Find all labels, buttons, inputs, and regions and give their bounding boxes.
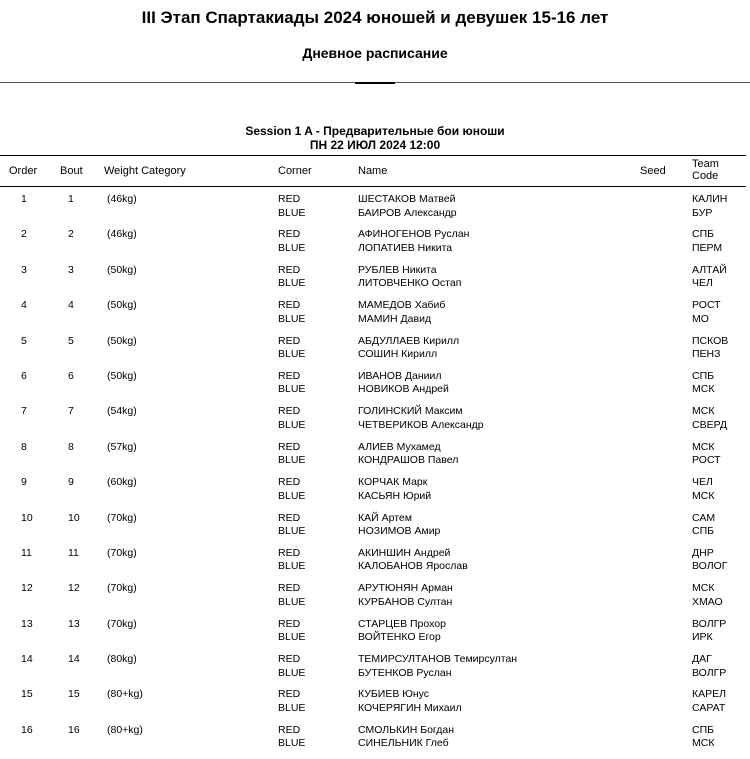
bout-order: 15 [21, 688, 33, 701]
athlete-name-red: АКИНШИН Андрей [358, 546, 451, 559]
corner-red: RED [278, 723, 301, 736]
column-header-team-code [692, 158, 719, 182]
athlete-name-blue: ВОЙТЕНКО Егор [358, 631, 441, 644]
table-header [0, 155, 746, 187]
corner-blue: BLUE [278, 241, 306, 254]
corner-blue: BLUE [278, 737, 306, 750]
column-header-code: Code [692, 170, 719, 182]
corner-blue: BLUE [278, 206, 306, 219]
session-heading [0, 124, 750, 152]
bout-number: 16 [68, 723, 80, 736]
table-row [0, 405, 750, 440]
bout-order: 8 [21, 440, 27, 453]
team-code-blue: МСК [692, 737, 715, 750]
table-row [0, 547, 750, 582]
weight-category: (60kg) [107, 476, 137, 489]
column-header-corner: Corner [278, 165, 312, 177]
athlete-name-blue: БАИРОВ Александр [358, 206, 457, 219]
corner-blue: BLUE [278, 277, 306, 290]
corner-red: RED [278, 476, 301, 489]
bout-number: 15 [68, 688, 80, 701]
team-code-blue: ПЕНЗ [692, 348, 721, 361]
team-code-red: ДНР [692, 546, 714, 559]
athlete-name-red: МАМЕДОВ Хабиб [358, 299, 446, 312]
athlete-name-red: РУБЛЕВ Никита [358, 263, 437, 276]
table-row [0, 264, 750, 299]
team-code-red: ЧЕЛ [692, 476, 713, 489]
column-header-team: Team [692, 158, 719, 170]
team-code-red: МСК [692, 405, 715, 418]
team-code-red: АЛТАЙ [692, 263, 727, 276]
team-code-red: ВОЛГР [692, 617, 727, 630]
athlete-name-blue: ЛОПАТИЕВ Никита [358, 241, 453, 254]
team-code-blue: ВОЛОГ [692, 560, 728, 573]
weight-category: (50kg) [107, 299, 137, 312]
bout-number: 10 [68, 511, 80, 524]
bout-order: 14 [21, 653, 33, 666]
athlete-name-red: ИВАНОВ Даниил [358, 369, 442, 382]
weight-category: (46kg) [107, 228, 137, 241]
team-code-blue: МО [692, 312, 709, 325]
team-code-blue: БУР [692, 206, 713, 219]
corner-blue: BLUE [278, 595, 306, 608]
document-title: III Этап Спартакиады 2024 юношей и девушек 15-16 лет [141, 8, 609, 27]
corner-red: RED [278, 405, 301, 418]
corner-red: RED [278, 299, 301, 312]
table-row [0, 653, 750, 688]
team-code-red: ПСКОВ [692, 334, 729, 347]
corner-blue: BLUE [278, 666, 306, 679]
athlete-name-blue: КОНДРАШОВ Павел [358, 454, 459, 467]
bout-order: 16 [21, 723, 33, 736]
table-row [0, 228, 750, 263]
bout-order: 7 [21, 405, 27, 418]
weight-category: (80+kg) [107, 688, 143, 701]
weight-category: (50kg) [107, 334, 137, 347]
team-code-blue: ВОЛГР [692, 666, 727, 679]
bout-order: 9 [21, 476, 27, 489]
bout-number: 5 [68, 334, 74, 347]
athlete-name-red: АРУТЮНЯН Арман [358, 582, 453, 595]
athlete-name-red: СТАРЦЕВ Прохор [358, 617, 446, 630]
bout-order: 13 [21, 617, 33, 630]
bout-table-body [0, 193, 750, 759]
team-code-blue: РОСТ [692, 454, 721, 467]
athlete-name-blue: ЛИТОВЧЕНКО Остап [358, 277, 462, 290]
athlete-name-blue: МАМИН Давид [358, 312, 432, 325]
athlete-name-red: ТЕМИРСУЛТАНОВ Темирсултан [358, 653, 518, 666]
weight-category: (70kg) [107, 617, 137, 630]
team-code-blue: ПЕРМ [692, 241, 723, 254]
bout-number: 2 [68, 228, 74, 241]
bout-order: 4 [21, 299, 27, 312]
team-code-red: СПБ [692, 369, 715, 382]
corner-blue: BLUE [278, 418, 306, 431]
corner-red: RED [278, 193, 301, 205]
corner-red: RED [278, 546, 301, 559]
corner-red: RED [278, 334, 301, 347]
corner-blue: BLUE [278, 312, 306, 325]
team-code-blue: ЧЕЛ [692, 277, 713, 290]
corner-blue: BLUE [278, 701, 306, 714]
corner-red: RED [278, 653, 301, 666]
bout-number: 3 [68, 263, 74, 276]
athlete-name-red: АЛИЕВ Мухамед [358, 440, 441, 453]
column-header-weight: Weight Category [104, 165, 186, 177]
bout-number: 13 [68, 617, 80, 630]
bout-number: 8 [68, 440, 74, 453]
athlete-name-blue: КУРБАНОВ Султан [358, 595, 453, 608]
column-header-seed: Seed [640, 165, 666, 177]
athlete-name-red: ГОЛИНСКИЙ Максим [358, 405, 463, 418]
corner-red: RED [278, 511, 301, 524]
athlete-name-red: АБДУЛЛАЕВ Кирилл [358, 334, 460, 347]
table-row [0, 370, 750, 405]
team-code-blue: МСК [692, 383, 715, 396]
corner-blue: BLUE [278, 631, 306, 644]
weight-category: (70kg) [107, 546, 137, 559]
table-row [0, 335, 750, 370]
table-row [0, 193, 750, 228]
team-code-red: СПБ [692, 228, 715, 241]
athlete-name-red: ШЕСТАКОВ Матвей [358, 193, 456, 205]
weight-category: (70kg) [107, 511, 137, 524]
athlete-name-blue: СИНЕЛЬНИК Глеб [358, 737, 449, 750]
column-header-bout: Bout [60, 165, 83, 177]
team-code-red: МСК [692, 440, 715, 453]
weight-category: (80+kg) [107, 723, 143, 736]
corner-red: RED [278, 263, 301, 276]
weight-category: (50kg) [107, 369, 137, 382]
table-row [0, 441, 750, 476]
bout-number: 7 [68, 405, 74, 418]
table-row [0, 476, 750, 511]
team-code-blue: САРАТ [692, 701, 726, 714]
weight-category: (46kg) [107, 193, 137, 205]
team-code-red: КАРЕЛ [692, 688, 727, 701]
athlete-name-blue: НОВИКОВ Андрей [358, 383, 449, 396]
corner-red: RED [278, 582, 301, 595]
corner-blue: BLUE [278, 383, 306, 396]
table-row [0, 688, 750, 723]
team-code-red: РОСТ [692, 299, 721, 312]
athlete-name-blue: НОЗИМОВ Амир [358, 525, 441, 538]
corner-blue: BLUE [278, 454, 306, 467]
weight-category: (80kg) [107, 653, 137, 666]
bout-number: 11 [68, 546, 79, 559]
table-row [0, 618, 750, 653]
athlete-name-blue: КАСЬЯН Юрий [358, 489, 432, 502]
bout-order: 10 [21, 511, 33, 524]
bout-order: 12 [21, 582, 33, 595]
athlete-name-blue: КАЛОБАНОВ Ярослав [358, 560, 468, 573]
athlete-name-blue: БУТЕНКОВ Руслан [358, 666, 452, 679]
bout-order: 1 [21, 193, 27, 205]
weight-category: (57kg) [107, 440, 137, 453]
bout-number: 12 [68, 582, 80, 595]
bout-number: 9 [68, 476, 74, 489]
team-code-red: САМ [692, 511, 716, 524]
corner-red: RED [278, 688, 301, 701]
bout-order: 11 [21, 546, 32, 559]
athlete-name-red: КАЙ Артем [358, 511, 412, 524]
table-row [0, 582, 750, 617]
corner-red: RED [278, 228, 301, 241]
team-code-red: СПБ [692, 723, 715, 736]
session-datetime: ПН 22 ИЮЛ 2024 12:00 [309, 138, 441, 152]
team-code-blue: СПБ [692, 525, 715, 538]
table-row [0, 299, 750, 334]
bout-number: 6 [68, 369, 74, 382]
bout-order: 6 [21, 369, 27, 382]
team-code-blue: МСК [692, 489, 715, 502]
team-code-blue: ХМАО [692, 595, 723, 608]
weight-category: (54kg) [107, 405, 137, 418]
document-subtitle: Дневное расписание [302, 45, 448, 61]
corner-red: RED [278, 369, 301, 382]
table-row [0, 512, 750, 547]
corner-red: RED [278, 617, 301, 630]
team-code-red: КАЛИН [692, 193, 728, 205]
athlete-name-red: КОРЧАК Марк [358, 476, 428, 489]
header-divider-accent [355, 82, 395, 84]
corner-blue: BLUE [278, 489, 306, 502]
corner-red: RED [278, 440, 301, 453]
team-code-red: ДАГ [692, 653, 712, 666]
weight-category: (70kg) [107, 582, 137, 595]
team-code-red: МСК [692, 582, 715, 595]
bout-order: 5 [21, 334, 27, 347]
athlete-name-red: КУБИЕВ Юнус [358, 688, 430, 701]
athlete-name-blue: ЧЕТВЕРИКОВ Александр [358, 418, 484, 431]
column-header-order: Order [9, 165, 38, 177]
corner-blue: BLUE [278, 525, 306, 538]
team-code-blue: СВЕРД [692, 418, 728, 431]
corner-blue: BLUE [278, 560, 306, 573]
bout-number: 1 [68, 193, 74, 205]
athlete-name-red: СМОЛЬКИН Богдан [358, 723, 455, 736]
team-code-blue: ИРК [692, 631, 713, 644]
bout-number: 14 [68, 653, 80, 666]
bout-number: 4 [68, 299, 74, 312]
athlete-name-blue: СОШИН Кирилл [358, 348, 438, 361]
bout-order: 3 [21, 263, 27, 276]
corner-blue: BLUE [278, 348, 306, 361]
athlete-name-red: АФИНОГЕНОВ Руслан [358, 228, 470, 241]
bout-order: 2 [21, 228, 27, 241]
session-title: Session 1 A - Предварительные бои юноши [245, 124, 505, 138]
column-header-name: Name [358, 165, 388, 177]
table-row [0, 724, 750, 759]
weight-category: (50kg) [107, 263, 137, 276]
athlete-name-blue: КОЧЕРЯГИН Михаил [358, 701, 462, 714]
